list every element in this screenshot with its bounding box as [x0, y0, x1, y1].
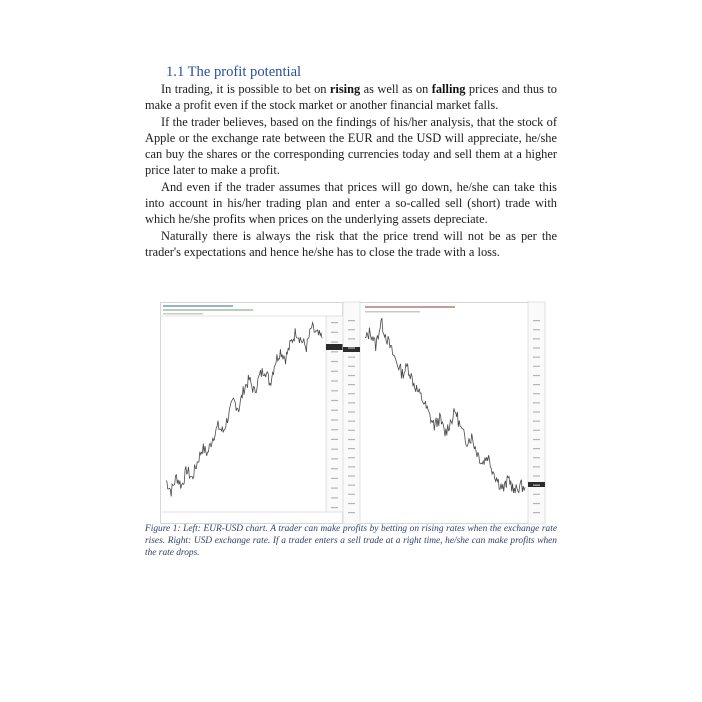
price-axis-tick — [331, 351, 338, 352]
paragraph-2 — [145, 114, 557, 179]
p1-rising: rising — [329, 82, 361, 96]
price-axis-tick — [533, 357, 540, 358]
price-axis-tick — [348, 439, 355, 440]
section-title: The profit potential — [187, 64, 302, 80]
chart-header-text-mark — [163, 305, 233, 307]
price-axis-tick — [533, 347, 540, 348]
price-axis-tick — [533, 512, 540, 513]
price-axis-tick — [331, 342, 338, 343]
price-axis-tick — [533, 384, 540, 385]
section-heading — [166, 64, 301, 81]
p1-falling: falling — [431, 82, 466, 96]
price-axis-tick — [348, 384, 355, 385]
chart-header-text-mark — [365, 311, 420, 313]
price-axis-tick — [331, 371, 338, 372]
price-axis-tick — [331, 488, 338, 489]
price-axis-tick — [348, 430, 355, 431]
price-axis-tick — [348, 329, 355, 330]
price-axis-tick — [348, 375, 355, 376]
price-axis-tick — [348, 448, 355, 449]
price-axis-tick — [348, 411, 355, 412]
price-axis-tick — [533, 320, 540, 321]
chart-header-text-mark — [163, 309, 253, 311]
price-axis-tick — [331, 419, 338, 420]
price-axis-tick — [331, 380, 338, 381]
chart-frame — [161, 303, 343, 524]
price-axis-tick — [348, 320, 355, 321]
price-axis-tick — [331, 429, 338, 430]
price-axis-tick — [331, 468, 338, 469]
figure-caption — [145, 523, 557, 559]
price-axis-tick — [348, 338, 355, 339]
price-axis-tick — [348, 421, 355, 422]
price-axis-tick — [331, 449, 338, 450]
p2-text-b: or the exchange rate between the EUR and the USD will appreciate, he/she can buy the shares or the corresponding currencies today and sell them at a higher price later to make a profit. — [145, 130, 557, 178]
price-axis-tick — [533, 466, 540, 467]
price-axis-tick — [533, 475, 540, 476]
eur-usd-chart-svg — [160, 302, 343, 524]
price-axis-tick — [348, 393, 355, 394]
p1-text-e: prices and thus to make a profit even if the stock market or another financial market falls. — [145, 82, 557, 113]
price-axis-tick — [533, 329, 540, 330]
price-axis-tick — [533, 402, 540, 403]
price-axis-tick — [331, 507, 338, 508]
price-axis-tick — [533, 457, 540, 458]
price-axis-tick — [533, 421, 540, 422]
paragraph-1 — [145, 81, 557, 114]
price-axis-tick — [331, 478, 338, 479]
figure-number: 1 — [172, 524, 178, 534]
price-axis-tick — [533, 393, 540, 394]
price-axis-tick — [533, 439, 540, 440]
p2-text-a: If the trader believes, based on the findings of his/her analysis, that the stock of Apple — [145, 114, 557, 145]
price-axis-tick — [533, 485, 540, 486]
chart-header-text-mark — [365, 306, 455, 308]
price-axis-tick — [533, 448, 540, 449]
price-axis-left — [343, 302, 360, 524]
price-axis-tick — [348, 512, 355, 513]
price-axis-tick — [348, 357, 355, 358]
price-axis-tick — [331, 322, 338, 323]
usd-rate-chart-svg — [343, 302, 545, 524]
current-price-marker — [528, 482, 545, 487]
usd-rate-chart — [343, 302, 545, 524]
body-text — [145, 81, 557, 260]
price-axis-tick — [331, 410, 338, 411]
p1-text-c: as well as on — [360, 82, 432, 96]
price-axis-tick — [331, 439, 338, 440]
eur-usd-chart — [160, 302, 343, 524]
price-axis-tick — [533, 503, 540, 504]
figure-charts — [160, 302, 545, 526]
price-axis-tick — [331, 400, 338, 401]
price-axis-tick — [331, 332, 338, 333]
current-price-marker — [326, 344, 343, 350]
price-axis-tick — [348, 402, 355, 403]
price-axis-tick — [348, 475, 355, 476]
price-axis-tick — [331, 361, 338, 362]
price-axis-right — [528, 302, 545, 524]
figure-caption-text: : Left: EUR-USD chart. A trader can make profits by betting on rising rates when the exchange rate rises. Right: USD exchange rate. If a trader enters a sell trade at a right time, he/she can make profits when the rate drops. — [145, 524, 557, 558]
price-axis-tick — [348, 503, 355, 504]
price-axis-tick — [348, 466, 355, 467]
price-axis-tick — [348, 347, 355, 348]
chart-header-text-mark — [163, 313, 203, 315]
price-axis-tick — [348, 485, 355, 486]
price-axis-tick — [533, 494, 540, 495]
price-axis-tick — [331, 390, 338, 391]
price-axis-tick — [533, 366, 540, 367]
figure-label: Figure — [145, 524, 171, 534]
section-number: 1.1 — [166, 64, 185, 80]
price-axis-tick — [331, 458, 338, 459]
paragraph-3: And even if the trader assumes that prices will go down, he/she can take this into account in his/her trading plan and enter a so-called sell (short) trade with which he/she profits when prices on the underlying assets depreciate. — [145, 179, 557, 227]
price-axis-tick — [533, 375, 540, 376]
price-axis-tick — [533, 430, 540, 431]
paragraph-4: Naturally there is always the risk that the price trend will not be as per the trader's expectations and hence he/she has to close the trade with a loss. — [145, 228, 557, 259]
price-axis-tick — [331, 497, 338, 498]
price-axis-tick — [348, 457, 355, 458]
price-axis-tick — [533, 338, 540, 339]
price-axis-tick — [533, 411, 540, 412]
price-axis-tick — [348, 494, 355, 495]
price-axis-tick — [348, 366, 355, 367]
p1-text-a: In trading, it is possible to bet on — [161, 82, 330, 96]
